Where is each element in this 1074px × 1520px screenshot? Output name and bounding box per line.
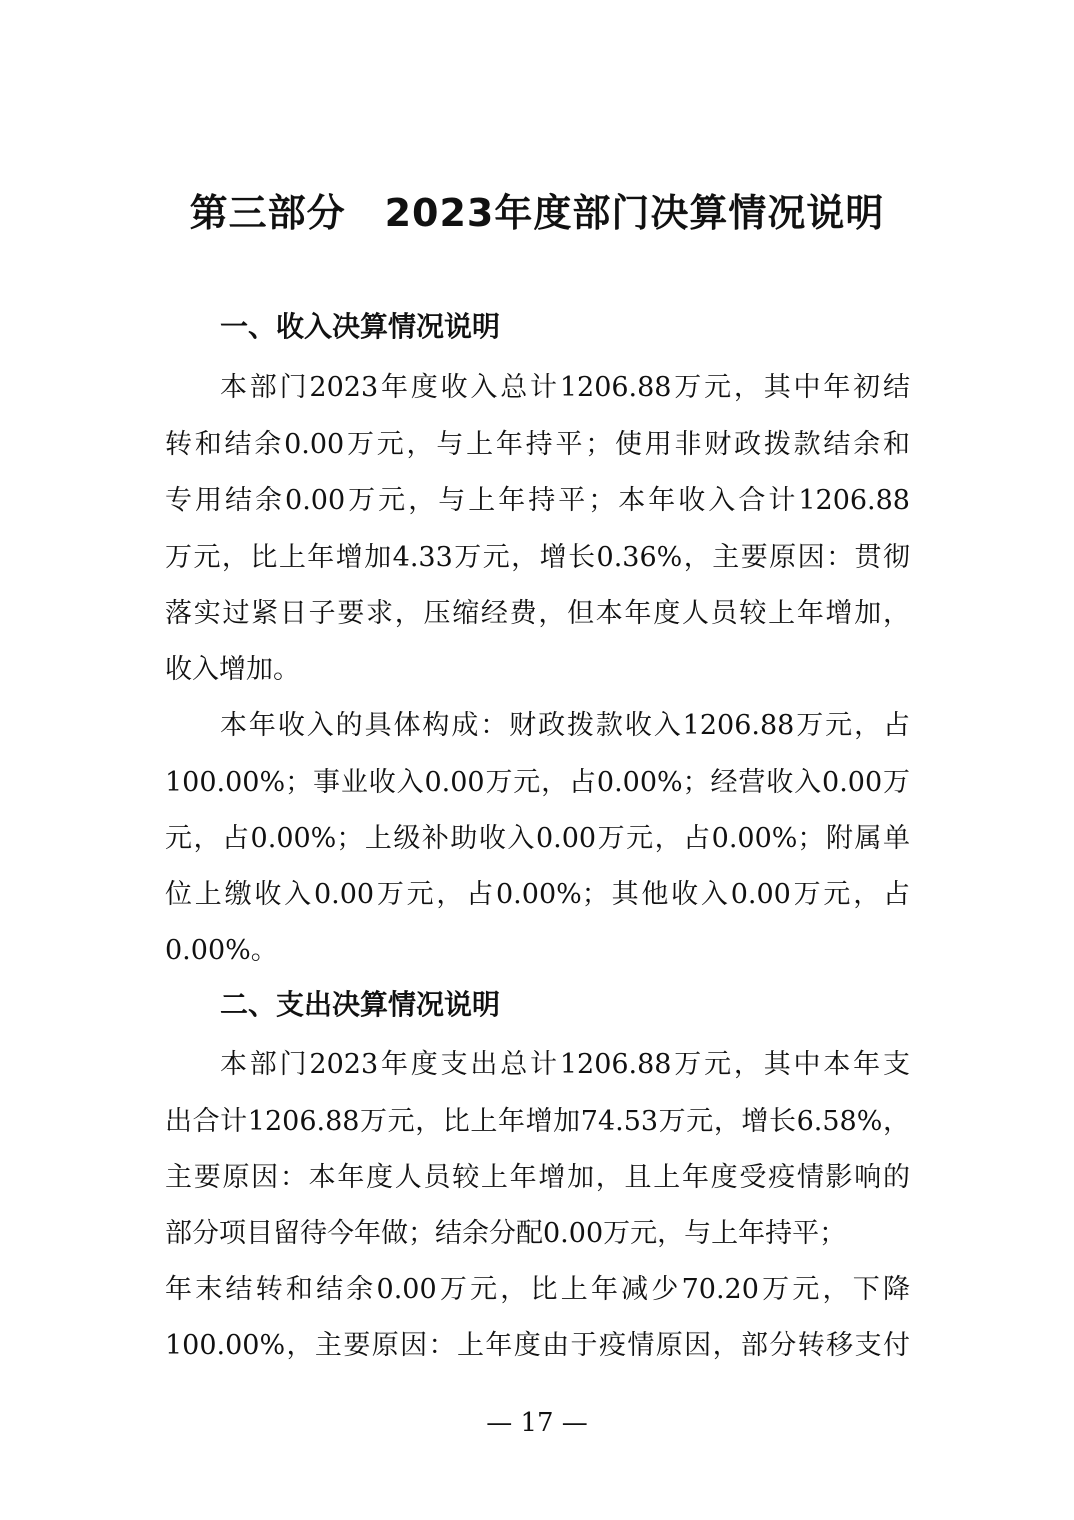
paragraph-line: 100.00%；事业收入0.00万元，占0.00%；经营收入0.00万 [165, 767, 910, 798]
paragraph-line: 主要原因：本年度人员较上年增加，且上年度受疫情影响的 [165, 1162, 910, 1193]
paragraph-line: 部分项目留待今年做；结余分配0.00万元，与上年持平； [165, 1218, 847, 1249]
paragraph-line: 出合计1206.88万元，比上年增加74.53万元，增长6.58%， [165, 1106, 910, 1137]
paragraph-line: 本年收入的具体构成：财政拨款收入1206.88万元，占 [220, 710, 910, 741]
paragraph-line: 落实过紧日子要求，压缩经费，但本年度人员较上年增加， [165, 598, 910, 629]
paragraph-line: 元，占0.00%；上级补助收入0.00万元，占0.00%；附属单 [165, 823, 910, 854]
paragraph-line: 位上缴收入0.00万元，占0.00%；其他收入0.00万元，占 [165, 879, 910, 910]
paragraph-line: 本部门2023年度支出总计1206.88万元，其中本年支 [220, 1049, 910, 1080]
paragraph-line: 万元，比上年增加4.33万元，增长0.36%，主要原因：贯彻 [165, 542, 910, 573]
paragraph-line: 100.00%，主要原因：上年度由于疫情原因，部分转移支付 [165, 1330, 910, 1361]
page-title: 第三部分 2023年度部门决算情况说明 [189, 191, 885, 235]
paragraph-line: 专用结余0.00万元，与上年持平；本年收入合计1206.88 [165, 485, 910, 516]
paragraph-line: 0.00%。 [165, 935, 278, 966]
paragraph-line: 收入增加。 [165, 654, 300, 685]
section-heading-expenditure: 二、支出决算情况说明 [220, 988, 501, 1021]
paragraph-line: 年末结转和结余0.00万元，比上年减少70.20万元，下降 [165, 1274, 910, 1305]
page-number: — 17 — [486, 1408, 588, 1438]
paragraph-line: 本部门2023年度收入总计1206.88万元，其中年初结 [220, 372, 910, 403]
section-heading-income: 一、收入决算情况说明 [220, 310, 501, 343]
paragraph-line: 转和结余0.00万元，与上年持平；使用非财政拨款结余和 [165, 429, 910, 460]
